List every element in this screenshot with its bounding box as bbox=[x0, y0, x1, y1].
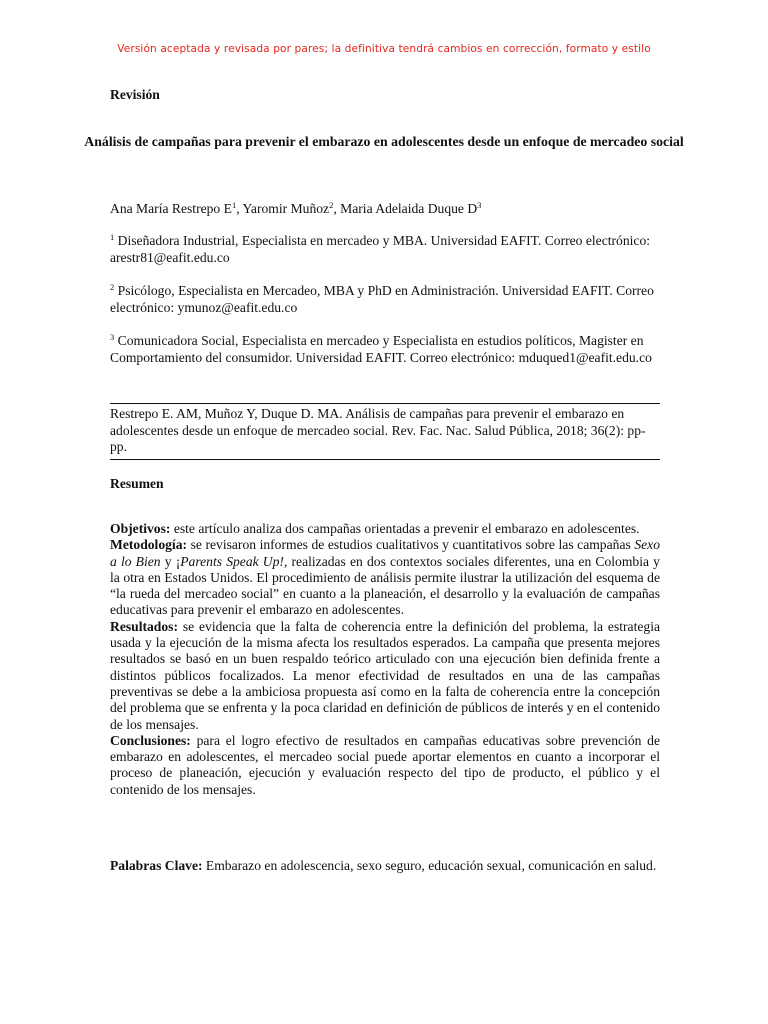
affiliation-text: Comunicadora Social, Especialista en mercadeo y Especialista en estudios políticos, Magister en Comportamiento del consumidor. Universidad EAFIT. Correo electrónico: mduqued1@eafit.edu.co bbox=[110, 333, 652, 365]
author-superscript: 3 bbox=[477, 200, 482, 210]
abstract-body bbox=[110, 521, 660, 798]
conclusions-text: para el logro efectivo de resultados en campañas educativas sobre prevención de embarazo en adolescentes, el mercadeo social puede aportar elementos en cuanto a incorporar el proceso de planeación, ejecución y evaluación respecto del tipo de producto, el público y el contenido de los mensajes. bbox=[110, 732, 660, 797]
affiliation-number: 2 bbox=[110, 282, 115, 292]
author-line bbox=[110, 201, 660, 218]
methodology-text: , realizadas en dos contextos sociales diferentes, una en Colombia y la otra en Estados Unidos. El procedimiento de análisis permite ilustrar la utilización del esquema de “la rueda del mercadeo social” en cuanto a la planeación, el desarrollo y la evaluación de campañas educativas para prevenir el embarazo en adolescentes. bbox=[110, 553, 660, 618]
methodology-text: y ¡ bbox=[160, 553, 181, 569]
abstract-methodology bbox=[110, 537, 660, 618]
abstract-conclusions bbox=[110, 733, 660, 798]
conclusions-label: Conclusiones: bbox=[110, 732, 191, 748]
article-title: Análisis de campañas para prevenir el embarazo en adolescentes desde un enfoque de mercadeo social bbox=[84, 134, 684, 149]
affiliation-number: 3 bbox=[110, 332, 115, 342]
results-label: Resultados: bbox=[110, 618, 178, 634]
section-label: Revisión bbox=[110, 87, 160, 102]
affiliation-text: Diseñadora Industrial, Especialista en mercadeo y MBA. Universidad EAFIT. Correo electrónico: arestr81@eafit.edu.co bbox=[110, 233, 651, 265]
objectives-label: Objetivos: bbox=[110, 521, 171, 536]
keywords bbox=[110, 858, 660, 875]
keywords-label: Palabras Clave: bbox=[110, 858, 203, 873]
keywords-text: Embarazo en adolescencia, sexo seguro, educación sexual, comunicación en salud. bbox=[202, 858, 657, 873]
results-text: se evidencia que la falta de coherencia entre la definición del problema, la estrategia usada y la ejecución de la misma afecta los resultados esperados. La campaña que presenta mejores resultados se basó en un buen respaldo teórico articulado con una ejecución bien definida frente a distintos públicos focalizados. La menor efectividad de resultados en una de las campañas preventivas se debe a la ambiciosa propuesta así como en la falta de coherencia entre la concepción del problema que se enfrenta y la poca claridad en definición de públicos de interés y en el contenido de los mensajes. bbox=[110, 618, 660, 732]
peer-review-notice: Versión aceptada y revisada por pares; la definitiva tendrá cambios en corrección, formato y estilo bbox=[117, 43, 651, 55]
author-name: , Yaromir Muñoz bbox=[236, 201, 330, 216]
author-name: , Maria Adelaida Duque D bbox=[333, 201, 478, 216]
methodology-text: se revisaron informes de estudios cualitativos y cuantitativos sobre las campañas bbox=[187, 537, 635, 553]
affiliation-text: Psicólogo, Especialista en Mercadeo, MBA y PhD en Administración. Universidad EAFIT. Correo electrónico: ymunoz@eafit.edu.co bbox=[110, 283, 654, 315]
abstract-objectives bbox=[110, 521, 660, 537]
affiliation-1 bbox=[110, 233, 660, 266]
campaign-name: Parents Speak Up! bbox=[180, 553, 284, 569]
affiliation-number: 1 bbox=[110, 232, 115, 242]
affiliation-3 bbox=[110, 333, 660, 366]
author-name: Ana María Restrepo E bbox=[110, 201, 232, 216]
campaign-name: Sexo a lo Bien bbox=[110, 537, 660, 569]
objectives-text: este artículo analiza dos campañas orientadas a prevenir el embarazo en adolescentes. bbox=[170, 521, 640, 536]
citation-box: Restrepo E. AM, Muñoz Y, Duque D. MA. Análisis de campañas para prevenir el embarazo en adolescentes desde un enfoque de mercadeo social. Rev. Fac. Nac. Salud Pública, 2018; 36(2): pp-pp. bbox=[110, 403, 660, 460]
affiliation-2 bbox=[110, 283, 660, 316]
abstract-results bbox=[110, 619, 660, 733]
author-superscript: 2 bbox=[329, 200, 334, 210]
author-superscript: 1 bbox=[231, 200, 237, 210]
methodology-label: Metodología: bbox=[110, 537, 188, 553]
resumen-heading: Resumen bbox=[110, 476, 164, 491]
